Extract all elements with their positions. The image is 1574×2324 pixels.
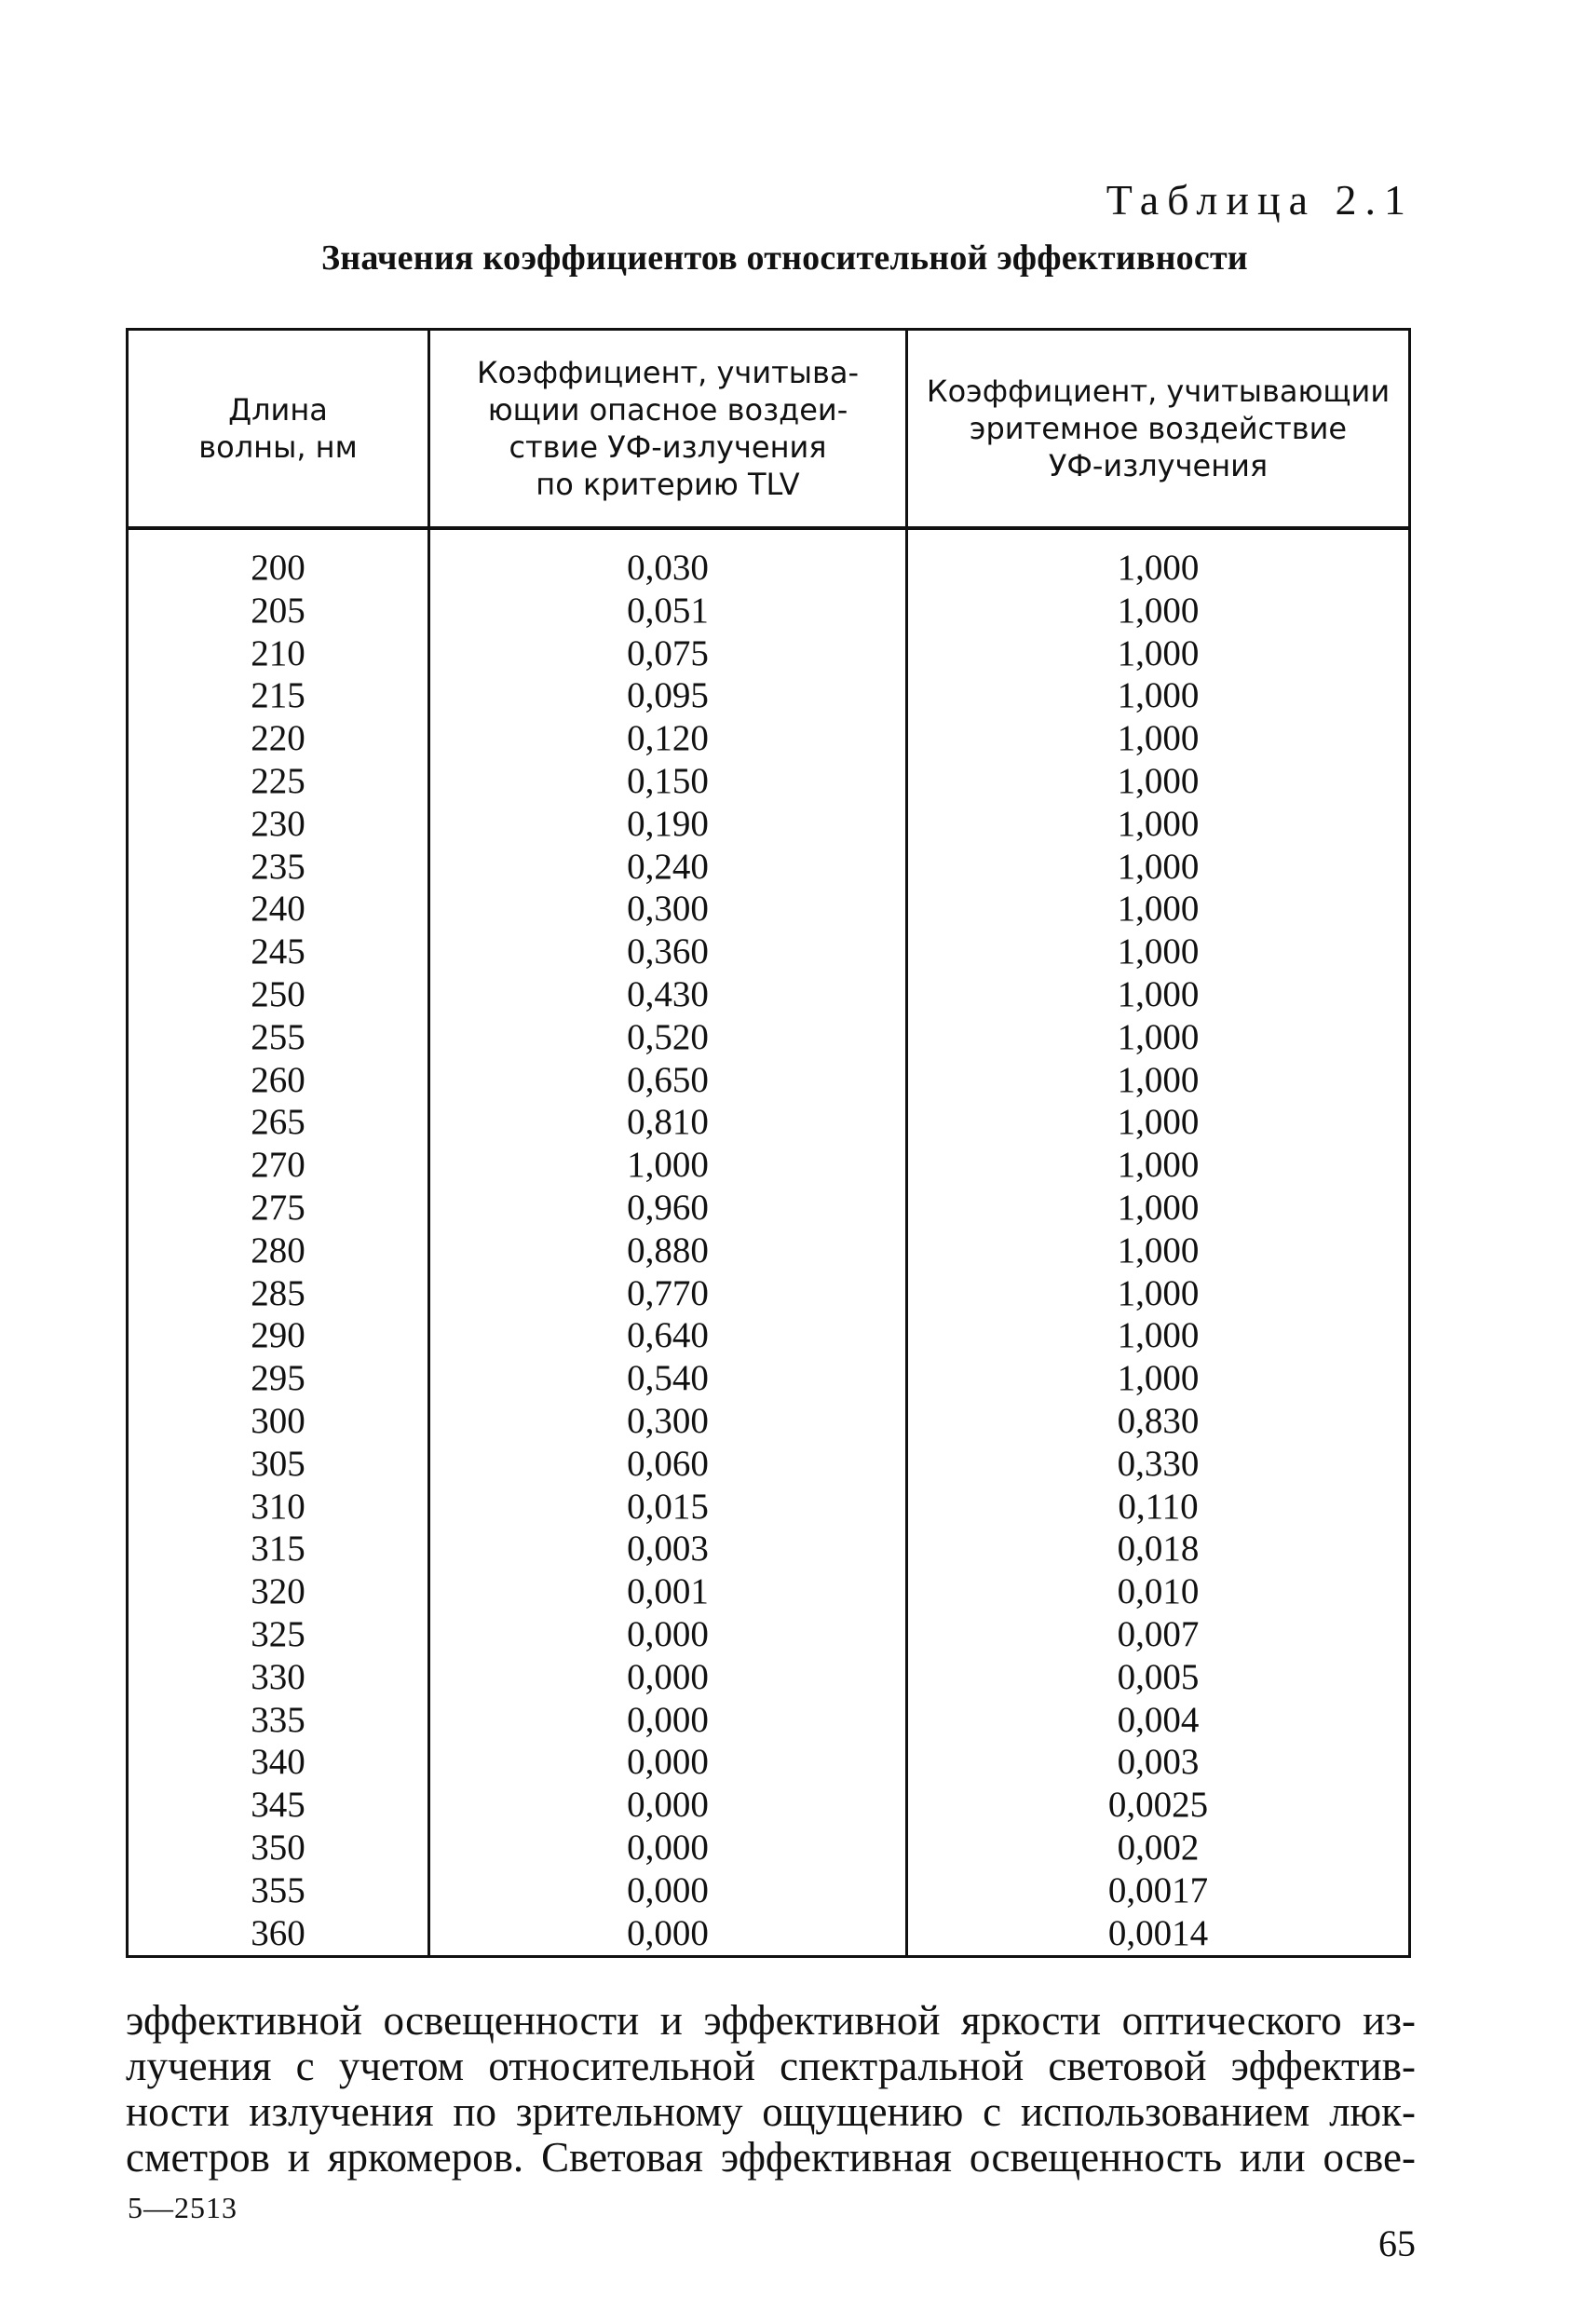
wavelength-cell: 295 — [251, 1358, 305, 1399]
wavelength-cell: 300 — [251, 1400, 305, 1441]
erythema-coefficient-cell: 0,830 — [1117, 1400, 1200, 1441]
erythema-coefficient-cell: 0,007 — [1117, 1613, 1200, 1654]
erythema-coefficient-cell: 0,0025 — [1107, 1785, 1209, 1826]
erythema-coefficient-cell: 1,000 — [1117, 1272, 1200, 1313]
erythema-coefficient-cell: 1,000 — [1117, 1187, 1200, 1228]
wavelength-cell: 225 — [251, 760, 305, 801]
tlv-coefficient-cell: 0,095 — [627, 675, 709, 716]
tlv-coefficient-cell: 0,000 — [627, 1827, 709, 1868]
erythema-coefficient-cell: 1,000 — [1117, 973, 1200, 1014]
tlv-coefficient-cell: 0,000 — [627, 1869, 709, 1910]
erythema-coefficient-cell: 0,004 — [1117, 1699, 1200, 1740]
tlv-coefficient-cell: 0,190 — [627, 803, 709, 844]
wavelength-cell: 320 — [251, 1571, 305, 1612]
page-number: 65 — [1378, 2222, 1416, 2264]
tlv-coefficient-cell: 0,960 — [627, 1187, 709, 1228]
wavelength-cell: 270 — [251, 1145, 305, 1186]
tlv-coefficient-cell: 0,000 — [627, 1785, 709, 1826]
body-text-line: эффективной освещенности и эффективной яркости оптического из- — [126, 1997, 1416, 2044]
tlv-coefficient-cell: 0,650 — [627, 1059, 709, 1100]
erythema-coefficient-cell: 1,000 — [1117, 846, 1200, 887]
wavelength-cell: 305 — [251, 1443, 305, 1484]
wavelength-cell: 260 — [251, 1059, 305, 1100]
erythema-coefficient-cell: 1,000 — [1117, 931, 1200, 972]
coefficients-table — [126, 328, 1411, 1958]
erythema-coefficient-cell: 0,018 — [1117, 1529, 1200, 1570]
erythema-column — [908, 547, 1408, 1954]
wavelength-cell: 350 — [251, 1827, 305, 1868]
header-erythema-coefficient: Коэффициент, учитывающии эритемное воздействие УФ-излучения — [926, 374, 1391, 483]
erythema-coefficient-cell: 1,000 — [1117, 1230, 1200, 1271]
erythema-coefficient-cell: 0,005 — [1117, 1656, 1200, 1697]
wavelength-cell: 230 — [251, 803, 305, 844]
wavelength-cell: 325 — [251, 1613, 305, 1654]
tlv-coefficient-cell: 0,880 — [627, 1230, 709, 1271]
header-wavelength: Длина волны, нм — [198, 392, 358, 465]
erythema-coefficient-cell: 0,003 — [1117, 1742, 1200, 1783]
tlv-coefficient-cell: 0,000 — [627, 1613, 709, 1654]
wavelength-cell: 275 — [251, 1187, 305, 1228]
table-title: Значения коэффициентов относительной эффективности — [321, 238, 1248, 278]
tlv-coefficient-cell: 0,120 — [627, 718, 709, 759]
tlv-coefficient-cell: 0,640 — [627, 1315, 709, 1356]
wavelength-cell: 255 — [251, 1016, 305, 1057]
wavelength-cell: 355 — [251, 1869, 305, 1910]
tlv-coefficient-cell: 0,430 — [627, 973, 709, 1014]
tlv-coefficient-cell: 0,001 — [627, 1571, 709, 1612]
wavelength-cell: 310 — [251, 1486, 305, 1527]
tlv-coefficient-cell: 0,003 — [627, 1529, 709, 1570]
tlv-coefficient-cell: 0,520 — [627, 1016, 709, 1057]
erythema-coefficient-cell: 1,000 — [1117, 718, 1200, 759]
tlv-coefficient-cell: 0,240 — [627, 846, 709, 887]
wavelength-cell: 250 — [251, 973, 305, 1014]
tlv-coefficient-cell: 0,060 — [627, 1443, 709, 1484]
erythema-coefficient-cell: 0,0017 — [1107, 1869, 1209, 1910]
wavelength-cell: 280 — [251, 1230, 305, 1271]
wavelength-cell: 265 — [251, 1102, 305, 1143]
table-number-label: Таблица 2.1 — [1106, 176, 1414, 224]
wavelength-cell: 360 — [251, 1912, 305, 1953]
wavelength-cell: 345 — [251, 1785, 305, 1826]
tlv-coefficient-cell: 0,540 — [627, 1358, 709, 1399]
wavelength-cell: 220 — [251, 718, 305, 759]
erythema-coefficient-cell: 1,000 — [1117, 760, 1200, 801]
erythema-coefficient-cell: 1,000 — [1117, 1102, 1200, 1143]
tlv-coefficient-cell: 0,300 — [627, 1400, 709, 1441]
erythema-coefficient-cell: 1,000 — [1117, 548, 1200, 588]
wavelength-cell: 205 — [251, 590, 305, 631]
wavelength-cell: 245 — [251, 931, 305, 972]
erythema-coefficient-cell: 0,0014 — [1107, 1912, 1209, 1953]
erythema-coefficient-cell: 1,000 — [1117, 1016, 1200, 1057]
tlv-coefficient-cell: 0,030 — [627, 548, 709, 588]
tlv-coefficient-cell: 0,000 — [627, 1912, 709, 1953]
body-text-line: ности излучения по зрительному ощущению с использованием люк- — [126, 2088, 1416, 2135]
erythema-coefficient-cell: 1,000 — [1117, 803, 1200, 844]
signature-mark: 5—2513 — [128, 2191, 237, 2224]
erythema-coefficient-cell: 1,000 — [1117, 632, 1200, 673]
tlv-coefficient-cell: 0,075 — [627, 632, 709, 673]
wavelength-cell: 210 — [251, 632, 305, 673]
wavelength-cell: 290 — [251, 1315, 305, 1356]
tlv-coefficient-cell: 0,000 — [627, 1699, 709, 1740]
tlv-coefficient-cell: 0,300 — [627, 889, 709, 930]
erythema-coefficient-cell: 1,000 — [1117, 675, 1200, 716]
erythema-coefficient-cell: 1,000 — [1117, 1358, 1200, 1399]
tlv-coefficient-cell: 0,000 — [627, 1656, 709, 1697]
tlv-coefficient-cell: 0,051 — [627, 590, 709, 631]
erythema-coefficient-cell: 0,110 — [1118, 1486, 1199, 1527]
header-tlv-coefficient: Коэффициент, учитыва- ющии опасное воздеи- ствие УФ-излучения по критерию TLV — [476, 355, 860, 502]
body-text-line: лучения с учетом относительной спектральной световой эффектив- — [126, 2043, 1416, 2089]
wavelength-cell: 215 — [251, 675, 305, 716]
wavelength-cell: 315 — [251, 1529, 305, 1570]
erythema-coefficient-cell: 1,000 — [1117, 590, 1200, 631]
wavelength-cell: 235 — [251, 846, 305, 887]
erythema-coefficient-cell: 0,002 — [1117, 1827, 1200, 1868]
tlv-coefficient-cell: 0,015 — [627, 1486, 709, 1527]
tlv-coefficient-cell: 0,770 — [627, 1272, 709, 1313]
tlv-coefficient-cell: 1,000 — [627, 1145, 709, 1186]
wavelength-column — [129, 547, 427, 1954]
erythema-coefficient-cell: 0,010 — [1117, 1571, 1200, 1612]
tlv-coefficient-cell: 0,360 — [627, 931, 709, 972]
erythema-coefficient-cell: 1,000 — [1117, 889, 1200, 930]
erythema-coefficient-cell: 1,000 — [1117, 1315, 1200, 1356]
header-divider — [126, 526, 1411, 530]
erythema-coefficient-cell: 1,000 — [1117, 1145, 1200, 1186]
erythema-coefficient-cell: 0,330 — [1117, 1443, 1200, 1484]
erythema-coefficient-cell: 1,000 — [1117, 1059, 1200, 1100]
wavelength-cell: 240 — [251, 889, 305, 930]
wavelength-cell: 200 — [251, 548, 305, 588]
body-text-line: сметров и яркомеров. Световая эффективная освещенность или осве- — [126, 2134, 1416, 2181]
tlv-coefficient-cell: 0,000 — [627, 1742, 709, 1783]
wavelength-cell: 340 — [251, 1742, 305, 1783]
wavelength-cell: 335 — [251, 1699, 305, 1740]
tlv-coefficient-cell: 0,810 — [627, 1102, 709, 1143]
wavelength-cell: 330 — [251, 1656, 305, 1697]
tlv-column — [430, 547, 905, 1954]
tlv-coefficient-cell: 0,150 — [627, 760, 709, 801]
body-paragraph — [126, 1998, 1416, 2181]
wavelength-cell: 285 — [251, 1272, 305, 1313]
